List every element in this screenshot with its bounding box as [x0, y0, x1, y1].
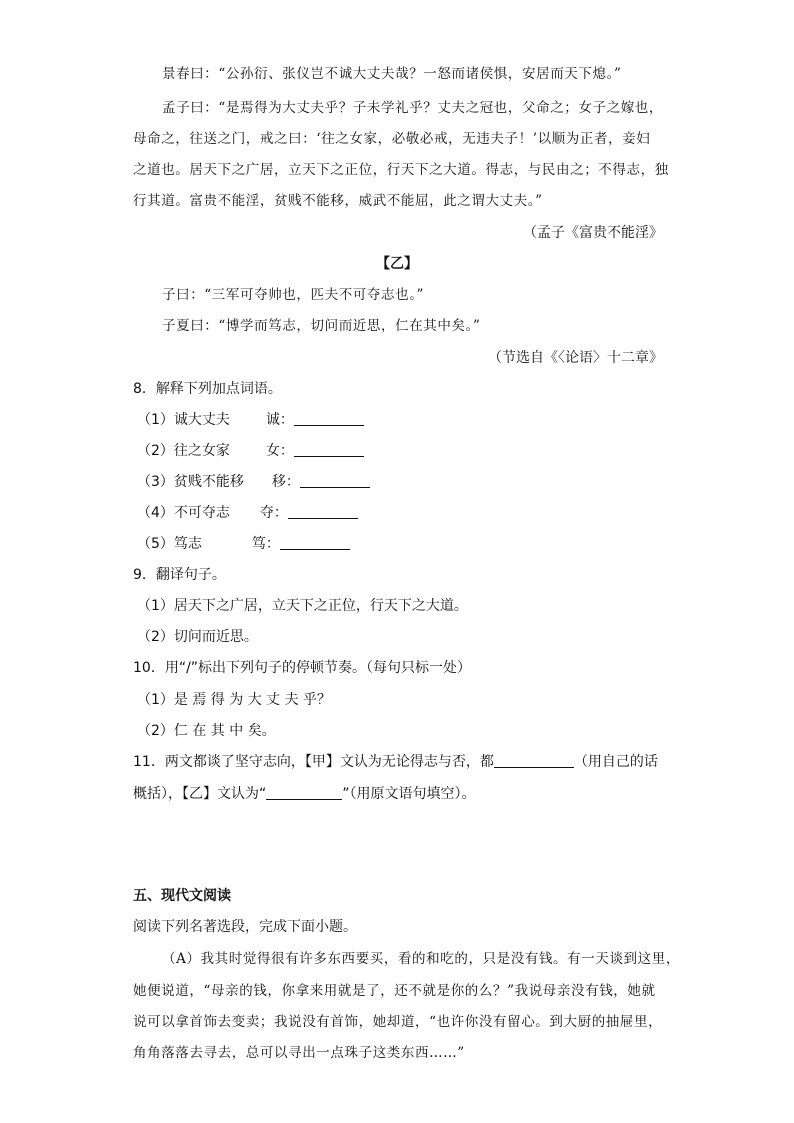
jia-paragraph-2-line-1: 孟子曰：“是焉得为大丈夫乎？子未学礼乎？丈夫之冠也，父命之；女子之嫁也，: [162, 100, 664, 116]
q8-item-num: （4）: [137, 505, 174, 521]
jia-paragraph-2-line-2: 母命之，往送之门，戒之曰：‘往之女家，必敬必戒，无违夫子！’以顺为正者，妾妇: [133, 131, 651, 147]
q8-item-word: 笃：: [251, 536, 280, 552]
yi-source: （节选自《〈论语〉十二章》: [488, 350, 663, 366]
yi-paragraph-2: 子夏曰：“博学而笃志，切问而近思，仁在其中矣。”: [162, 318, 481, 334]
q11-line-2: [133, 784, 476, 804]
answer-blank[interactable]: [288, 504, 358, 519]
q8-item-word: 移：: [271, 474, 300, 490]
answer-blank[interactable]: [280, 535, 350, 550]
q11-line-1: [133, 752, 658, 772]
jia-source: （孟子《富贵不能淫》: [523, 225, 663, 241]
q11-line-2-text: 概括），【乙】文认为“: [133, 786, 267, 802]
q8-item-num: （3）: [137, 474, 174, 490]
q8-item-num: （5）: [137, 536, 174, 552]
q8-item-1: [137, 410, 364, 430]
section-5-a-line-4: 角角落落去寻去，总可以寻出一点珠子这类东西……”: [133, 1045, 465, 1061]
answer-blank[interactable]: [294, 411, 364, 426]
jia-paragraph-2-line-3: 之道也。居天下之广居，立天下之正位，行天下之大道。得志，与民由之；不得志，独: [133, 162, 669, 178]
jia-paragraph-2-line-4: 行其道。富贵不能淫，贫贱不能移，威武不能屈，此之谓大丈夫。”: [133, 193, 543, 209]
section-5-heading: 五、现代文阅读: [133, 888, 231, 904]
q10-item-2: （2）仁 在 其 中 矣。: [137, 723, 276, 739]
q11-line-2-suffix: ”（用原文语句填空）。: [342, 786, 476, 802]
q9-title: 9．翻译句子。: [133, 567, 226, 583]
answer-blank[interactable]: [300, 473, 370, 488]
answer-blank[interactable]: [294, 442, 364, 457]
q8-item-phrase: 贫贱不能移: [173, 474, 244, 490]
q9-item-1: （1）居天下之广居，立天下之正位，行天下之大道。: [137, 598, 468, 614]
q8-item-3: [137, 472, 370, 492]
jia-paragraph-1: 景春曰：“公孙衍、张仪岂不诚大丈夫哉？一怒而诸侯惧，安居而天下熄。”: [162, 66, 622, 82]
answer-blank[interactable]: [266, 785, 342, 800]
q8-item-word: 夺：: [259, 505, 288, 521]
section-5-intro: 阅读下列名著选段，完成下面小题。: [133, 919, 357, 935]
section-5-a-line-2: 她便说道，“母亲的钱，你拿来用就是了，还不就是你的么？”我说母亲没有钱，她就: [133, 983, 656, 999]
q8-item-word: 女：: [265, 443, 294, 459]
section-5-a-line-3: 说可以拿首饰去变卖；我说没有首饰，她却道，“也许你没有留心。到大厨的抽屉里，: [133, 1014, 663, 1030]
q8-item-phrase: 诚大丈夫: [173, 412, 230, 428]
q8-item-5: [137, 534, 350, 554]
q10-item-1: （1）是 焉 得 为 大 丈 夫 乎？: [137, 692, 332, 708]
q8-title: 8．解释下列加点词语。: [133, 381, 282, 397]
yi-paragraph-1: 子曰：“三军可夺帅也，匹夫不可夺志也。”: [162, 287, 425, 303]
q11-line-1-suffix: （用自己的话: [573, 754, 658, 770]
q9-item-2: （2）切问而近思。: [137, 629, 258, 645]
answer-blank[interactable]: [494, 753, 574, 768]
q8-item-word: 诚：: [265, 412, 294, 428]
q8-item-4: [137, 503, 358, 523]
q8-item-phrase: 不可夺志: [173, 505, 230, 521]
q8-item-num: （2）: [137, 443, 174, 459]
q10-title: 10．用“/”标出下列句子的停顿节奏。（每句只标一处）: [133, 660, 472, 676]
q8-item-phrase: 笃志: [173, 536, 202, 552]
q11-line-1-text: 11．两文都谈了坚守志向，【甲】文认为无论得志与否，都: [133, 754, 494, 770]
section-5-a-line-1: （A）我其时觉得很有许多东西要买，看的和吃的，只是没有钱。有一天谈到这里，: [162, 951, 680, 967]
yi-heading: 【乙】: [376, 256, 418, 272]
q8-item-num: （1）: [137, 412, 174, 428]
q8-item-phrase: 往之女家: [173, 443, 230, 459]
q8-item-2: [137, 441, 364, 461]
